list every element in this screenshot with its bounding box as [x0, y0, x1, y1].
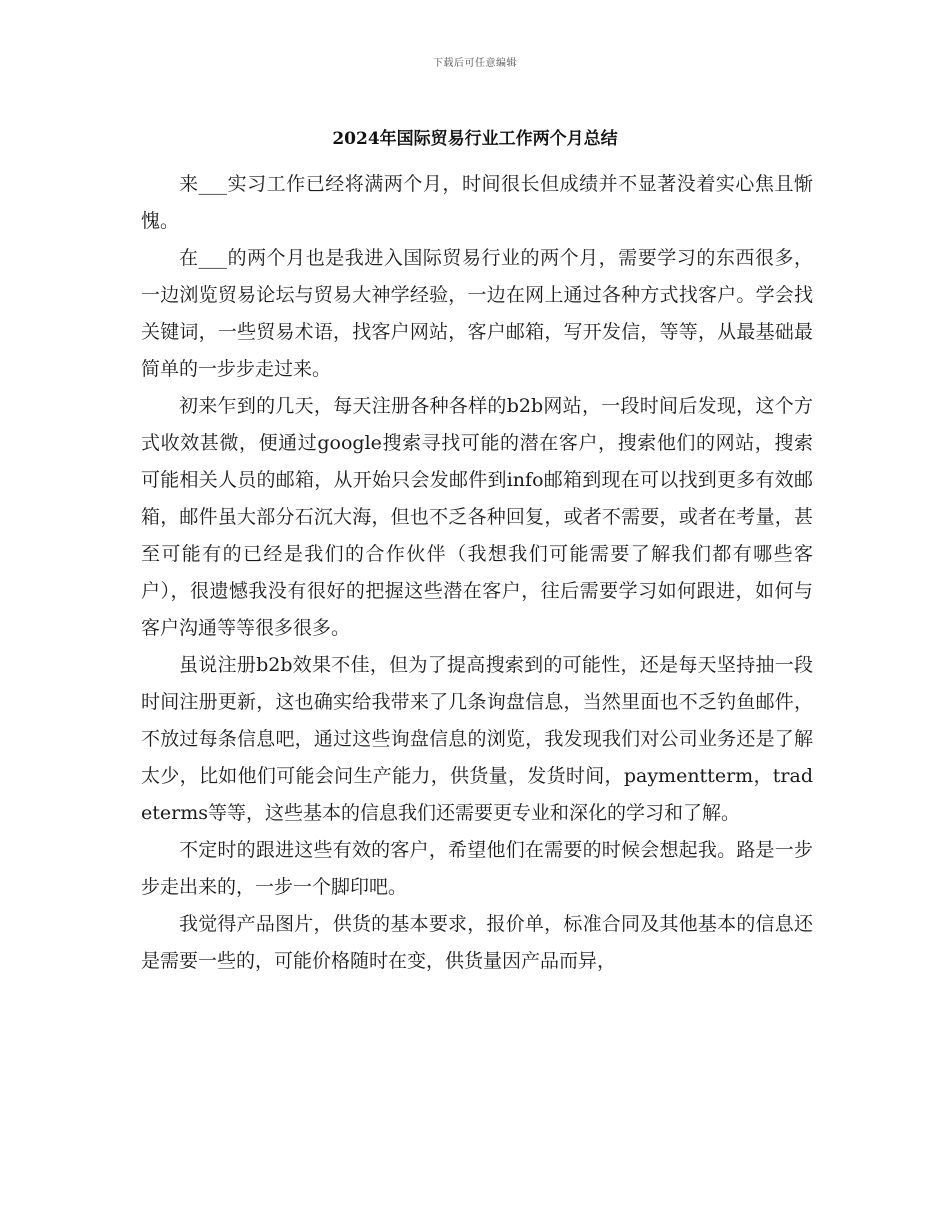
document-title: 2024年国际贸易行业工作两个月总结: [332, 129, 618, 149]
page-header-note: 下载后可任意编辑: [433, 58, 517, 69]
paragraph: 不定时的跟进这些有效的客户，希望他们在需要的时候会想起我。路是一步步走出来的，一步一个脚印吧。: [141, 839, 813, 898]
paragraph: 来___实习工作已经将满两个月，时间很长但成绩并不显著没着实心焦且惭愧。: [141, 173, 813, 232]
paragraph: 虽说注册b2b效果不佳，但为了提高搜索到的可能性，还是每天坚持抽一段时间注册更新，这也确实给我带来了几条询盘信息，当然里面也不乏钓鱼邮件，不放过每条信息吧，通过这些询盘信息的浏览，我发现我们对公司业务还是了解太少，比如他们可能会问生产能力，供货量，发货时间，paymentterm，tradeterms等等，这些基本的信息我们还需要更专业和深化的学习和了解。: [141, 654, 813, 824]
paragraph: 在___的两个月也是我进入国际贸易行业的两个月，需要学习的东西很多，一边浏览贸易论坛与贸易大神学经验，一边在网上通过各种方式找客户。学会找关键词，一些贸易术语，找客户网站，客户邮箱，写开发信，等等，从最基础最简单的一步步走过来。: [141, 247, 813, 380]
document-body: [141, 166, 813, 980]
paragraph: 我觉得产品图片，供货的基本要求，报价单，标准合同及其他基本的信息还是需要一些的，可能价格随时在变，供货量因产品而异，: [141, 913, 813, 972]
paragraph: 初来乍到的几天，每天注册各种各样的b2b网站，一段时间后发现，这个方式收效甚微，便通过google搜索寻找可能的潜在客户，搜索他们的网站，搜索可能相关人员的邮箱，从开始只会发邮件到info邮箱到现在可以找到更多有效邮箱，邮件虽大部分石沉大海，但也不乏各种回复，或者不需要，或者在考量，甚至可能有的已经是我们的合作伙伴（我想我们可能需要了解我们都有哪些客户），很遗憾我没有很好的把握这些潜在客户，往后需要学习如何跟进，如何与客户沟通等等很多很多。: [141, 395, 813, 639]
